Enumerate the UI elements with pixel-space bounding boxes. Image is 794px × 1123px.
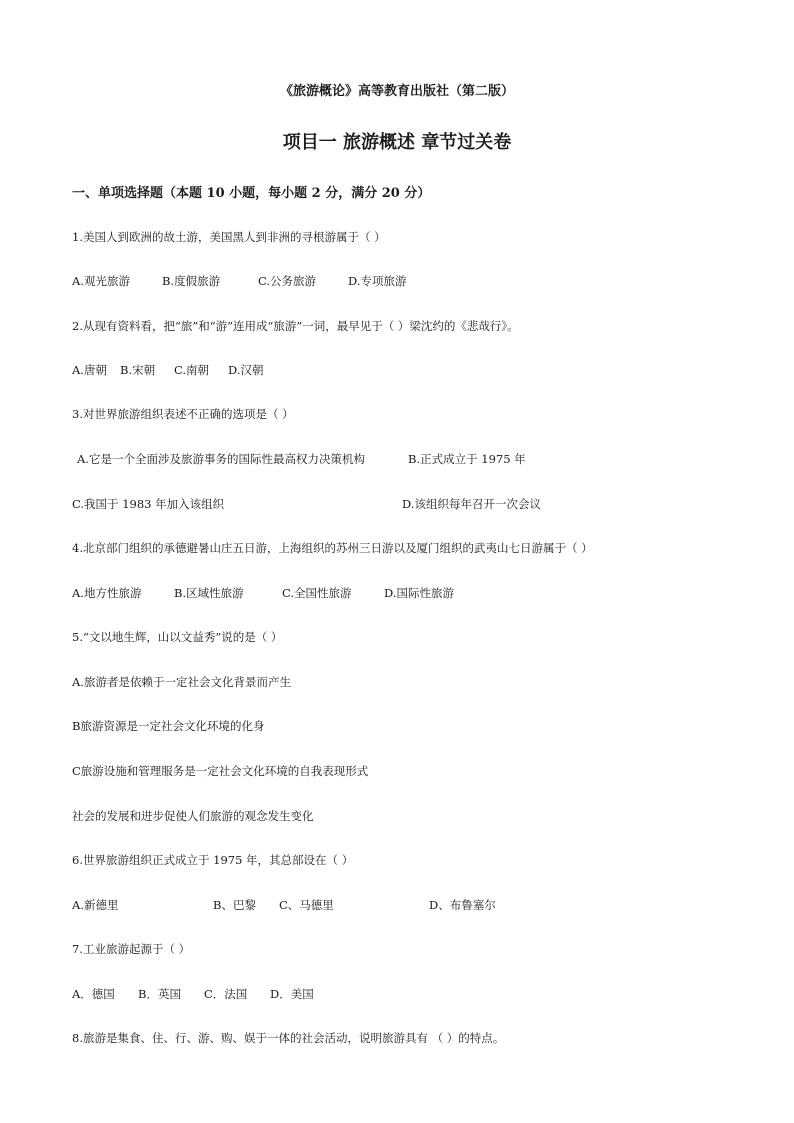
option: C.我国于 1983 年加入该组织	[72, 497, 225, 511]
option: A.它是一个全面涉及旅游事务的国际性最高权力决策机构	[77, 452, 365, 466]
option: B.宋朝	[120, 363, 156, 377]
option: A．德国	[72, 987, 115, 1001]
option: C.全国性旅游	[282, 586, 352, 600]
option: B.正式成立于 1975 年	[408, 452, 526, 466]
option-line: B旅游资源是一定社会文化环境的化身	[72, 719, 265, 733]
option: A.观光旅游	[72, 274, 130, 288]
option: D.专项旅游	[348, 274, 407, 288]
option: C、马德里	[279, 898, 334, 912]
question-stem: 3.对世界旅游组织表述不正确的选项是（ ）	[72, 407, 294, 421]
section-heading: 一、单项选择题（本题 10 小题，每小题 2 分，满分 20 分）	[72, 186, 431, 201]
option: B.度假旅游	[162, 274, 221, 288]
question-stem: 6.世界旅游组织正式成立于 1975 年，其总部设在（ ）	[72, 853, 354, 867]
option: C．法国	[204, 987, 248, 1001]
option: B、巴黎	[213, 898, 256, 912]
option-line: 社会的发展和进步促使人们旅游的观念发生变化	[72, 809, 314, 823]
option: D、布鲁塞尔	[429, 898, 496, 912]
option-line: C旅游设施和管理服务是一定社会文化环境的自我表现形式	[72, 764, 369, 778]
option: D.该组织每年召开一次会议	[402, 497, 541, 511]
option: B．英国	[138, 987, 181, 1001]
question-stem: 4.北京部门组织的承德避暑山庄五日游，上海组织的苏州三日游以及厦门组织的武夷山七日游属于（ ）	[72, 541, 593, 555]
option: D.汉朝	[228, 363, 264, 377]
question-stem: 5.“文以地生辉，山以文益秀”说的是（ ）	[72, 630, 283, 644]
option: A.地方性旅游	[72, 586, 142, 600]
option: C.南朝	[174, 363, 210, 377]
question-stem: 1.美国人到欧洲的故土游，美国黑人到非洲的寻根游属于（ ）	[72, 230, 386, 244]
document-subtitle: 《旅游概论》高等教育出版社（第二版）	[279, 84, 514, 99]
question-stem: 8.旅游是集食、住、行、游、购、娱于一体的社会活动，说明旅游具有 （ ）的特点。	[72, 1031, 505, 1045]
question-stem: 2.从现有资料看，把“旅”和“游”连用成“旅游”一词，最早见于（ ）梁沈约的《悲哉行》。	[72, 319, 519, 333]
option: A.唐朝	[72, 363, 107, 377]
document-title: 项目一 旅游概述 章节过关卷	[282, 132, 512, 153]
question-stem: 7.工业旅游起源于（ ）	[72, 942, 191, 956]
option: D.国际性旅游	[384, 586, 454, 600]
option-line: A.旅游者是依赖于一定社会文化背景而产生	[72, 675, 291, 689]
option: A.新德里	[72, 898, 119, 912]
option: C.公务旅游	[258, 274, 317, 288]
option: B.区域性旅游	[174, 586, 244, 600]
option: D．美国	[270, 987, 314, 1001]
